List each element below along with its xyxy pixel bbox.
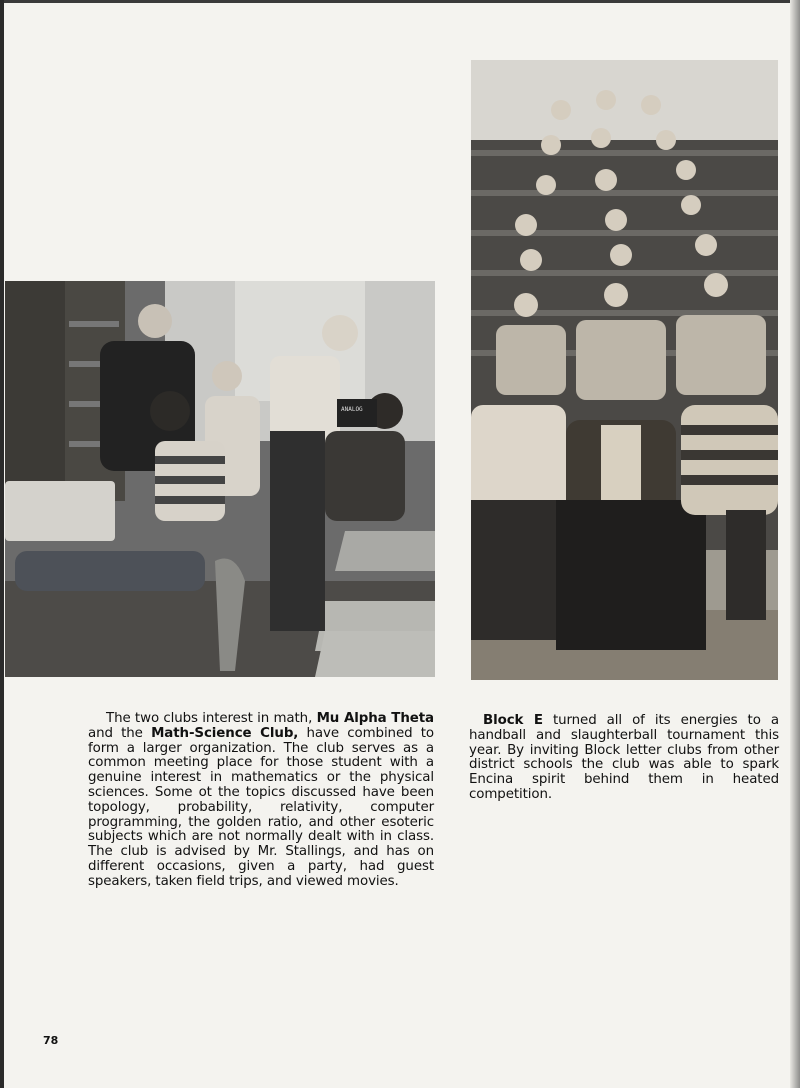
math-club-caption	[88, 712, 434, 890]
block-e-label: Block E	[483, 713, 543, 728]
math-science-club-label: Math-Science Club,	[151, 725, 299, 741]
block-e-photo	[471, 60, 778, 680]
caption-body: turned all of its energies to a handball and slaughterball tournament this year. By inviting Block letter clubs from other district schools the club was able to spark Encina spirit behind them in heated competition.	[469, 713, 779, 802]
page-number: 78	[43, 1034, 59, 1047]
mu-alpha-theta-label: Mu Alpha Theta	[316, 711, 434, 726]
caption-body: have combined to form a larger organization. The club serves as a common meeting place for those student with a genuine interest in mathematics or the physical sciences. Some ot the topics discussed have been topology, probability, relativity, computer programming, the golden ratio, and other esoteric subjects which are not normally dealt with in class. The club is advised by Mr. Stallings, and has on different occasions, given a party, had guest speakers, taken field trips, and viewed movies.	[88, 725, 434, 889]
page-edge-top	[0, 0, 800, 3]
math-club-photo	[5, 281, 435, 677]
caption-mid: and the	[88, 725, 152, 741]
caption-intro: The two clubs interest in math,	[106, 711, 317, 726]
block-e-caption	[469, 714, 779, 803]
page-edge-left	[0, 0, 4, 1088]
monitor-label: ANALOG	[341, 406, 363, 413]
page-edge-right	[790, 0, 800, 1088]
